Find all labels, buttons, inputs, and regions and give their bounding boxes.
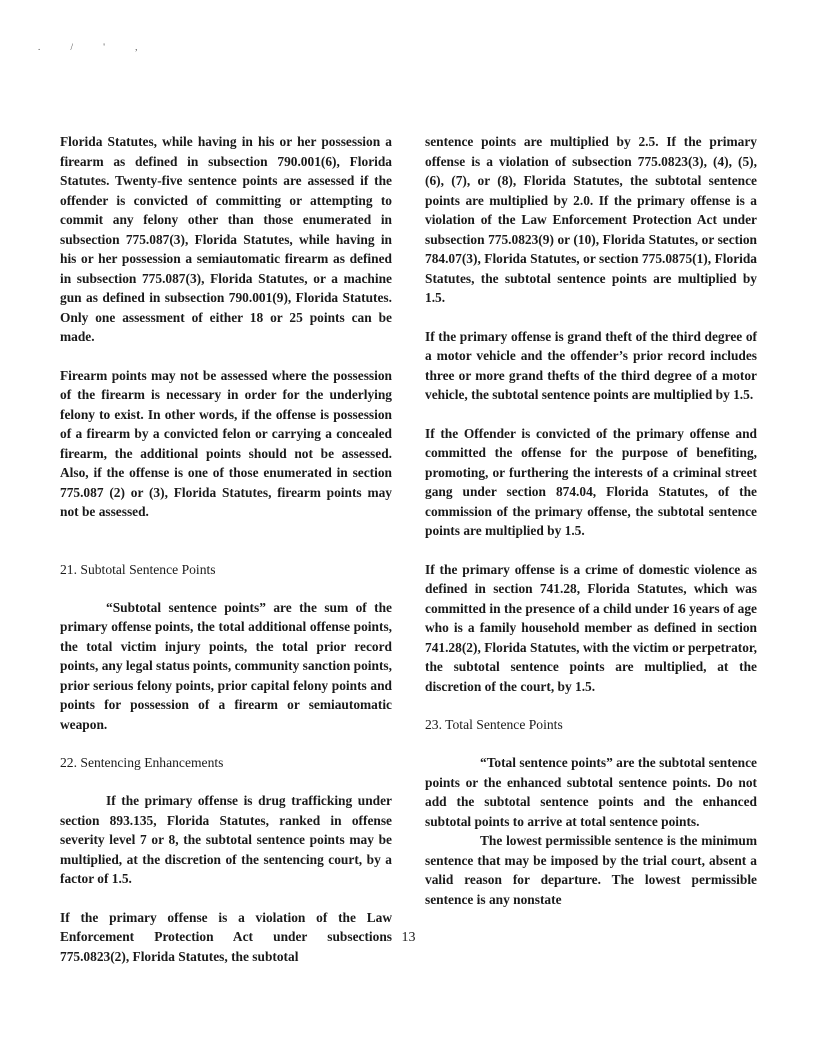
street-gang-paragraph: If the Offender is convicted of the primary offense and committed the offense for the purpose of benefiting, promoting, or furthering the interests of a criminal street gang under section 874.04, Florida Statutes, of the commission of the primary offense, the subtotal sentence points are multiplied by 1.5. [425, 425, 757, 538]
firearm-exception-paragraph: Firearm points may not be assessed where the possession of the firearm is necessary in order for the underlying felony to exist. In other words, if the offense is possession of a firearm by a convicted felon or carrying a concealed firearm, the additional points should not be assessed. Also, if the offense is one of those enumerated in section 775.087 (2) or (3), Florida Statutes, firearm points may not be assessed. [60, 367, 392, 519]
right-column [425, 132, 757, 909]
multiplier-paragraph: sentence points are multiplied by 2.5. If the primary offense is a violation of subsection 775.0823(3), (4), (5), (6), (7), or (8), Florida Statutes, the subtotal sentence points are multiplied by 2.0. If the primary offense is a violation of the Law Enforcement Protection Act under subsection 775.0823(9) or (10), Florida Statutes, or section 784.07(3), Florida Statutes, or section 775.0875(1), Florida Statutes, the subtotal sentence points are multiplied by 1.5. [425, 134, 757, 305]
section-22-heading: 22. Sentencing Enhancements [60, 755, 224, 770]
firearm-points-paragraph: Florida Statutes, while having in his or her possession a firearm as defined in subsection 790.001(6), Florida Statutes. Twenty-five sentence points are assessed if the offender is convicted of committing or attempting to commit any felony other than those enumerated in subsection 775.087(3), Florida Statutes, while having in his or her possession a semiautomatic firearm as defined in subsection 775.087(3), Florida Statutes, or a machine gun as defined in subsection 790.001(9), Florida Statutes. Only one assessment of either 18 or 25 points can be made. [60, 134, 392, 344]
section-23-heading: 23. Total Sentence Points [425, 717, 563, 732]
grand-theft-paragraph: If the primary offense is grand theft of the third degree of a motor vehicle and the offender’s prior record includes three or more grand thefts of the third degree of a motor vehicle, the subtotal sentence points are multiplied by 1.5. [425, 328, 757, 402]
domestic-violence-paragraph: If the primary offense is a crime of domestic violence as defined in section 741.28, Florida Statutes, which was committed in the presence of a child under 16 years of age who is a family household member as defined in section 741.28(2), Florida Statutes, with the victim or perpetrator, the subtotal sentence points are multiplied, at the discretion of the court, by 1.5. [425, 561, 757, 694]
page-number: 13 [401, 930, 416, 945]
drug-trafficking-paragraph: If the primary offense is drug trafficking under section 893.135, Florida Statutes, ranked in offense severity level 7 or 8, the subtotal sentence points may be multiplied, at the discretion of the sentencing court, by a factor of 1.5. [60, 793, 392, 886]
total-points-paragraph: “Total sentence points” are the subtotal sentence points or the enhanced subtotal sentence points. Do not add the subtotal sentence points and the enhanced subtotal points to arrive at total sentence points. [425, 755, 757, 829]
left-column [60, 132, 392, 966]
lowest-sentence-paragraph: The lowest permissible sentence is the minimum sentence that may be imposed by the trial court, absent a valid reason for departure. The lowest permissible sentence is any nonstate [425, 833, 757, 907]
scan-specks: . / ' , [38, 42, 152, 52]
subtotal-points-paragraph: “Subtotal sentence points” are the sum of the primary offense points, the total additional offense points, the total victim injury points, the total prior record points, any legal status points, community sanction points, prior serious felony points, prior capital felony points and points for possession of a firearm or semiautomatic weapon. [60, 599, 392, 732]
law-enforcement-paragraph: If the primary offense is a violation of the Law Enforcement Protection Act under subsections 775.0823(2), Florida Statutes, the subtotal [60, 909, 392, 964]
section-21-heading: 21. Subtotal Sentence Points [60, 561, 216, 577]
